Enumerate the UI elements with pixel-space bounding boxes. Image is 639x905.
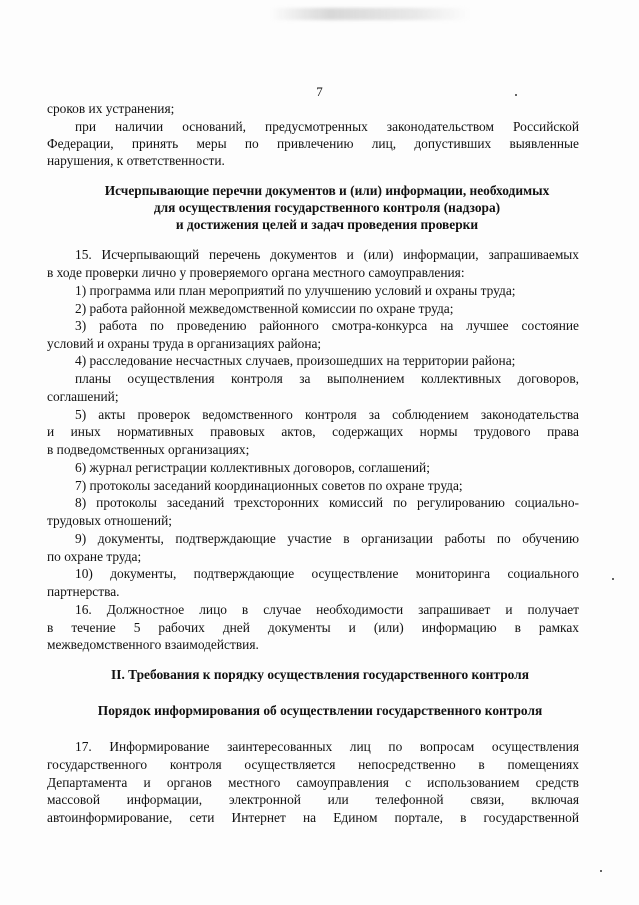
section-heading-line: и достижения целей и задач проведения проверки	[175, 217, 479, 232]
text-line: трудовых отношений;	[47, 513, 172, 528]
text-line: нарушения, к ответственности.	[47, 153, 225, 168]
text-line: в течение 5 рабочих дней документы и (или) информацию в рамках	[47, 620, 579, 635]
text-line: массовой информации, электронной или телефонной связи, включая	[47, 792, 579, 807]
list-item: 9) документы, подтверждающие участие в организации работы по обучению	[75, 531, 579, 546]
text-line: Департамента и органов местного самоуправления с использованием средств	[47, 775, 579, 790]
text-line: планы осуществления контроля за выполнением коллективных договоров,	[75, 371, 579, 386]
list-item: 4) расследование несчастных случаев, произошедших на территории района;	[75, 353, 516, 368]
text-line: соглашений;	[47, 389, 119, 404]
text-line: 17. Информирование заинтересованных лиц по вопросам осуществления	[75, 739, 579, 754]
list-item: 3) работа по проведению районного смотра-конкурса на лучшее состояние	[75, 318, 579, 333]
text-line: сроков их устранения;	[47, 101, 175, 116]
section-heading-line: Исчерпывающие перечни документов и (или) информации, необходимых	[104, 183, 550, 198]
text-line: Федерации, принять меры по привлечению лиц, допустивших выявленные	[47, 136, 579, 151]
list-item: 1) программа или план мероприятий по улучшению условий и охраны труда;	[75, 283, 516, 298]
list-item: 10) документы, подтверждающие осуществление мониторинга социального	[75, 566, 579, 581]
scan-speck	[515, 94, 517, 96]
text-line: 15. Исчерпывающий перечень документов и (или) информации, запрашиваемых	[75, 247, 579, 262]
section-heading-line: для осуществления государственного контроля (надзора)	[153, 200, 501, 215]
text-line: 16. Должностное лицо в случае необходимости запрашивает и получает	[75, 602, 579, 617]
list-item: 2) работа районной межведомственной комиссии по охране труда;	[75, 301, 454, 316]
text-line: по охране труда;	[47, 549, 142, 564]
scan-artifact	[270, 8, 470, 20]
section-title: II. Требования к порядку осуществления государственного контроля	[111, 667, 529, 682]
list-item: 7) протоколы заседаний координационных советов по охране труда;	[75, 478, 463, 493]
text-line: в подведомственных организациях;	[47, 442, 250, 457]
text-line: автоинформирование, сети Интернет на Едином портале, в государственной	[47, 810, 579, 825]
list-item: 8) протоколы заседаний трехсторонних комиссий по регулированию социально-	[75, 495, 579, 510]
text-line: государственного контроля осуществляется непосредственно в помещениях	[47, 757, 579, 772]
scan-speck	[600, 870, 602, 872]
text-line: условий и охраны труда в организациях района;	[47, 336, 322, 351]
text-line: партнерства.	[47, 584, 120, 599]
text-line: межведомственного взаимодействия.	[47, 637, 259, 652]
text-line: в ходе проверки лично у проверяемого органа местного самоуправления:	[47, 265, 465, 280]
page-number: 7	[316, 84, 323, 99]
text-line: при наличии оснований, предусмотренных законодательством Российской	[75, 119, 579, 134]
list-item: 6) журнал регистрации коллективных договоров, соглашений;	[75, 460, 430, 475]
text-line: и иных нормативных правовых актов, содержащих нормы трудового права	[47, 424, 579, 439]
list-item: 5) акты проверок ведомственного контроля за соблюдением законодательства	[75, 407, 579, 422]
scan-speck	[612, 578, 614, 580]
subsection-title: Порядок информирования об осуществлении государственного контроля	[97, 703, 543, 718]
